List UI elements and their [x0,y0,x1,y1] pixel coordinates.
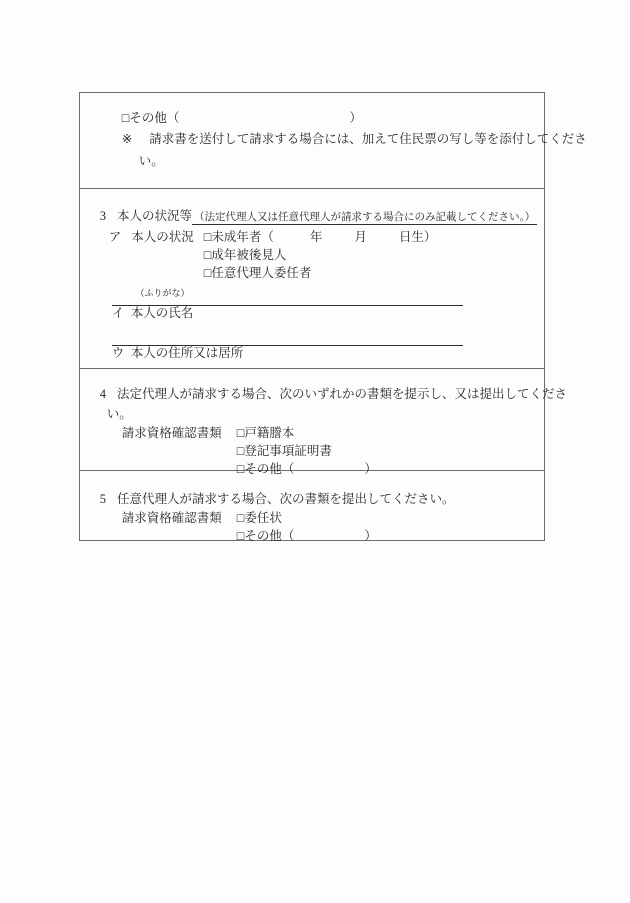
reference-mark: ※ [121,132,133,146]
section5-docs-label: 請求資格確認書類 [121,511,222,525]
checkbox-voluntary-delegator-label: 任意代理人委任者 [211,266,312,280]
row-divider-2 [80,368,544,369]
section5-other-paren-close: ） [364,529,377,543]
checkbox-touki-label: 登記事項証明書 [244,444,332,458]
person-name-field-line[interactable] [112,291,463,320]
checkbox-minor-icon[interactable]: □ [203,230,212,244]
checkbox-other-icon[interactable]: □ [121,111,130,125]
item-u-label: 本人の住所又は居所 [130,346,244,360]
checkbox-section4-other-label: その他（ [244,462,295,476]
section4-docs-label: 請求資格確認書類 [121,426,222,440]
unit-day-birth: 日生） [398,230,437,244]
item-a-label: 本人の状況 [131,230,194,244]
section4-other-paren-close: ） [364,462,377,476]
checkbox-voluntary-delegator-icon[interactable]: □ [203,266,212,280]
birth-day-blank[interactable] [367,240,399,241]
checkbox-section5-other-label: その他（ [244,529,295,543]
section5-other-checkbox-line [218,514,377,559]
item-i-mark: イ [111,306,125,320]
birth-month-blank[interactable] [322,240,354,241]
checkbox-adult-ward-label: 成年被後見人 [211,248,287,262]
section4-docs-label-line [103,411,222,456]
checkbox-minor-label: 未成年者（ [211,230,274,244]
furigana-label: （ふりがな） [135,288,190,298]
checkbox-touki-icon[interactable]: □ [236,444,245,458]
mail-request-note-line1 [103,117,587,162]
section4-text-line2: い。 [106,407,132,421]
item-i-label: 本人の氏名 [130,306,194,320]
section5-docs-label-line [103,496,222,541]
checkbox-section4-other-icon[interactable]: □ [236,462,245,476]
person-address-field-line[interactable] [112,331,463,360]
checkbox-power-of-attorney-icon[interactable]: □ [236,511,245,525]
section4-text-line1: 法定代理人が請求する場合、次のいずれかの書類を提示し、又は提出してくださ [117,387,568,401]
item-u-mark: ウ [111,346,125,360]
checkbox-power-of-attorney-label: 委任状 [244,511,282,525]
section4-other-blank-field[interactable] [294,472,364,473]
checkbox-koseki-label: 戸籍謄本 [244,426,295,440]
voluntary-delegator-checkbox-line [185,251,311,296]
section3-number: 3 [99,209,106,223]
mail-request-note-line2 [120,139,164,184]
section5-text-line1: 任意代理人が請求する場合、次の書類を提出してください。 [117,492,455,506]
section3-title-note: （法定代理人又は任意代理人が請求する場合にのみ記載してください。） [194,212,536,223]
checkbox-adult-ward-icon[interactable]: □ [203,248,212,262]
section4-number: 4 [99,387,106,401]
section3-title: 本人の状況等 [117,209,193,223]
checkbox-section5-other-icon[interactable]: □ [236,529,245,543]
unit-year: 年 [309,230,323,244]
section5-other-blank-field[interactable] [294,539,364,540]
mail-request-note-text-wrap: い。 [138,154,164,168]
unit-month: 月 [354,230,367,244]
row-divider-1 [80,188,544,189]
mail-request-note-text: 請求書を送付して請求する場合には、加えて住民票の写し等を添付してくださ [149,132,587,146]
checkbox-koseki-icon[interactable]: □ [236,426,245,440]
section5-number: 5 [99,492,106,506]
item-a-gap [121,240,131,241]
request-form-table [79,92,587,543]
item-a-mark: ア [108,230,122,244]
other-label: その他（ [129,111,180,125]
other-paren-close: ） [349,111,362,125]
